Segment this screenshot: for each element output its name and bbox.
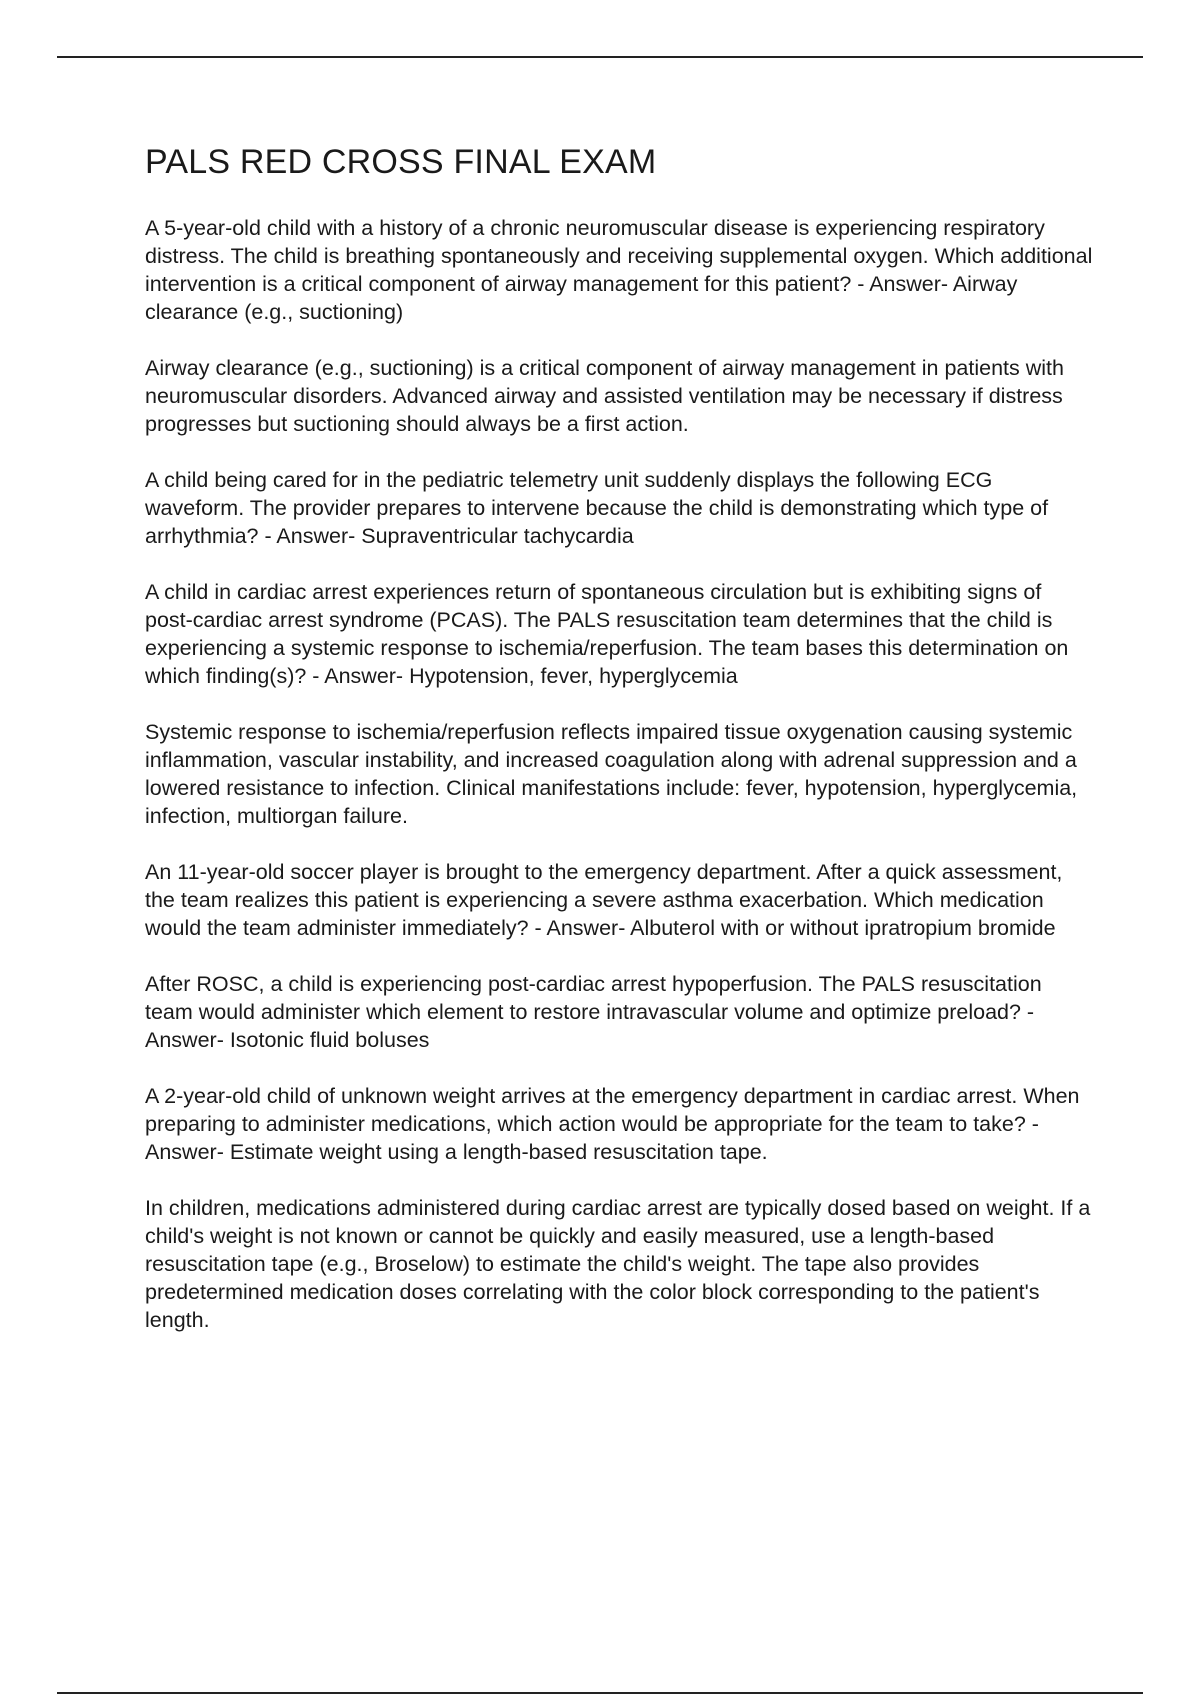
paragraph-q6-explanation: In children, medications administered during cardiac arrest are typically dosed based on weight. If a child's weight is not known or cannot be quickly and easily measured, use a length-based resuscitation tape (e.g., Broselow) to estimate the child's weight. The tape also provides predetermined medication doses correlating with the color block corresponding to the patient's length. [145,1196,1091,1332]
paragraph-q3-explanation: Systemic response to ischemia/reperfusion reflects impaired tissue oxygenation causing systemic inflammation, vascular instability, and increased coagulation along with adrenal suppression and a lowered resistance to infection. Clinical manifestations include: fever, hypotension, hyperglycemia, infection, multiorgan failure. [145,720,1078,828]
page-title: PALS RED CROSS FINAL EXAM [145,143,657,181]
header-rule [57,56,1143,58]
paragraph-q1-explanation: Airway clearance (e.g., suctioning) is a critical component of airway management in patients with neuromuscular disorders. Advanced airway and assisted ventilation may be necessary if distress progresses but suctioning should always be a first action. [145,356,1064,436]
document-body [145,142,1095,1362]
paragraph-q5: After ROSC, a child is experiencing post-cardiac arrest hypoperfusion. The PALS resuscitation team would administer which element to restore intravascular volume and optimize preload? - Answer- Isotonic fluid boluses [145,972,1042,1052]
paragraph-q3: A child in cardiac arrest experiences return of spontaneous circulation but is exhibiting signs of post-cardiac arrest syndrome (PCAS). The PALS resuscitation team determines that the child is experiencing a systemic response to ischemia/reperfusion. The team bases this determination on which finding(s)? - Answer- Hypotension, fever, hyperglycemia [145,580,1069,688]
paragraph-q6: A 2-year-old child of unknown weight arrives at the emergency department in cardiac arrest. When preparing to administer medications, which action would be appropriate for the team to take? - Answer- Estimate weight using a length-based resuscitation tape. [145,1084,1080,1164]
paragraph-q2: A child being cared for in the pediatric telemetry unit suddenly displays the following ECG waveform. The provider prepares to intervene because the child is demonstrating which type of arrhythmia? - Answer- Supraventricular tachycardia [145,468,1049,548]
paragraph-q1: A 5-year-old child with a history of a chronic neuromuscular disease is experiencing respiratory distress. The child is breathing spontaneously and receiving supplemental oxygen. Which additional intervention is a critical component of airway management for this patient? - Answer- Airway clearance (e.g., suctioning) [145,216,1093,324]
footer-rule [57,1692,1143,1694]
paragraph-q4: An 11-year-old soccer player is brought to the emergency department. After a quick assessment, the team realizes this patient is experiencing a severe asthma exacerbation. Which medication would the team administer immediately? - Answer- Albuterol with or without ipratropium bromide [145,860,1063,940]
